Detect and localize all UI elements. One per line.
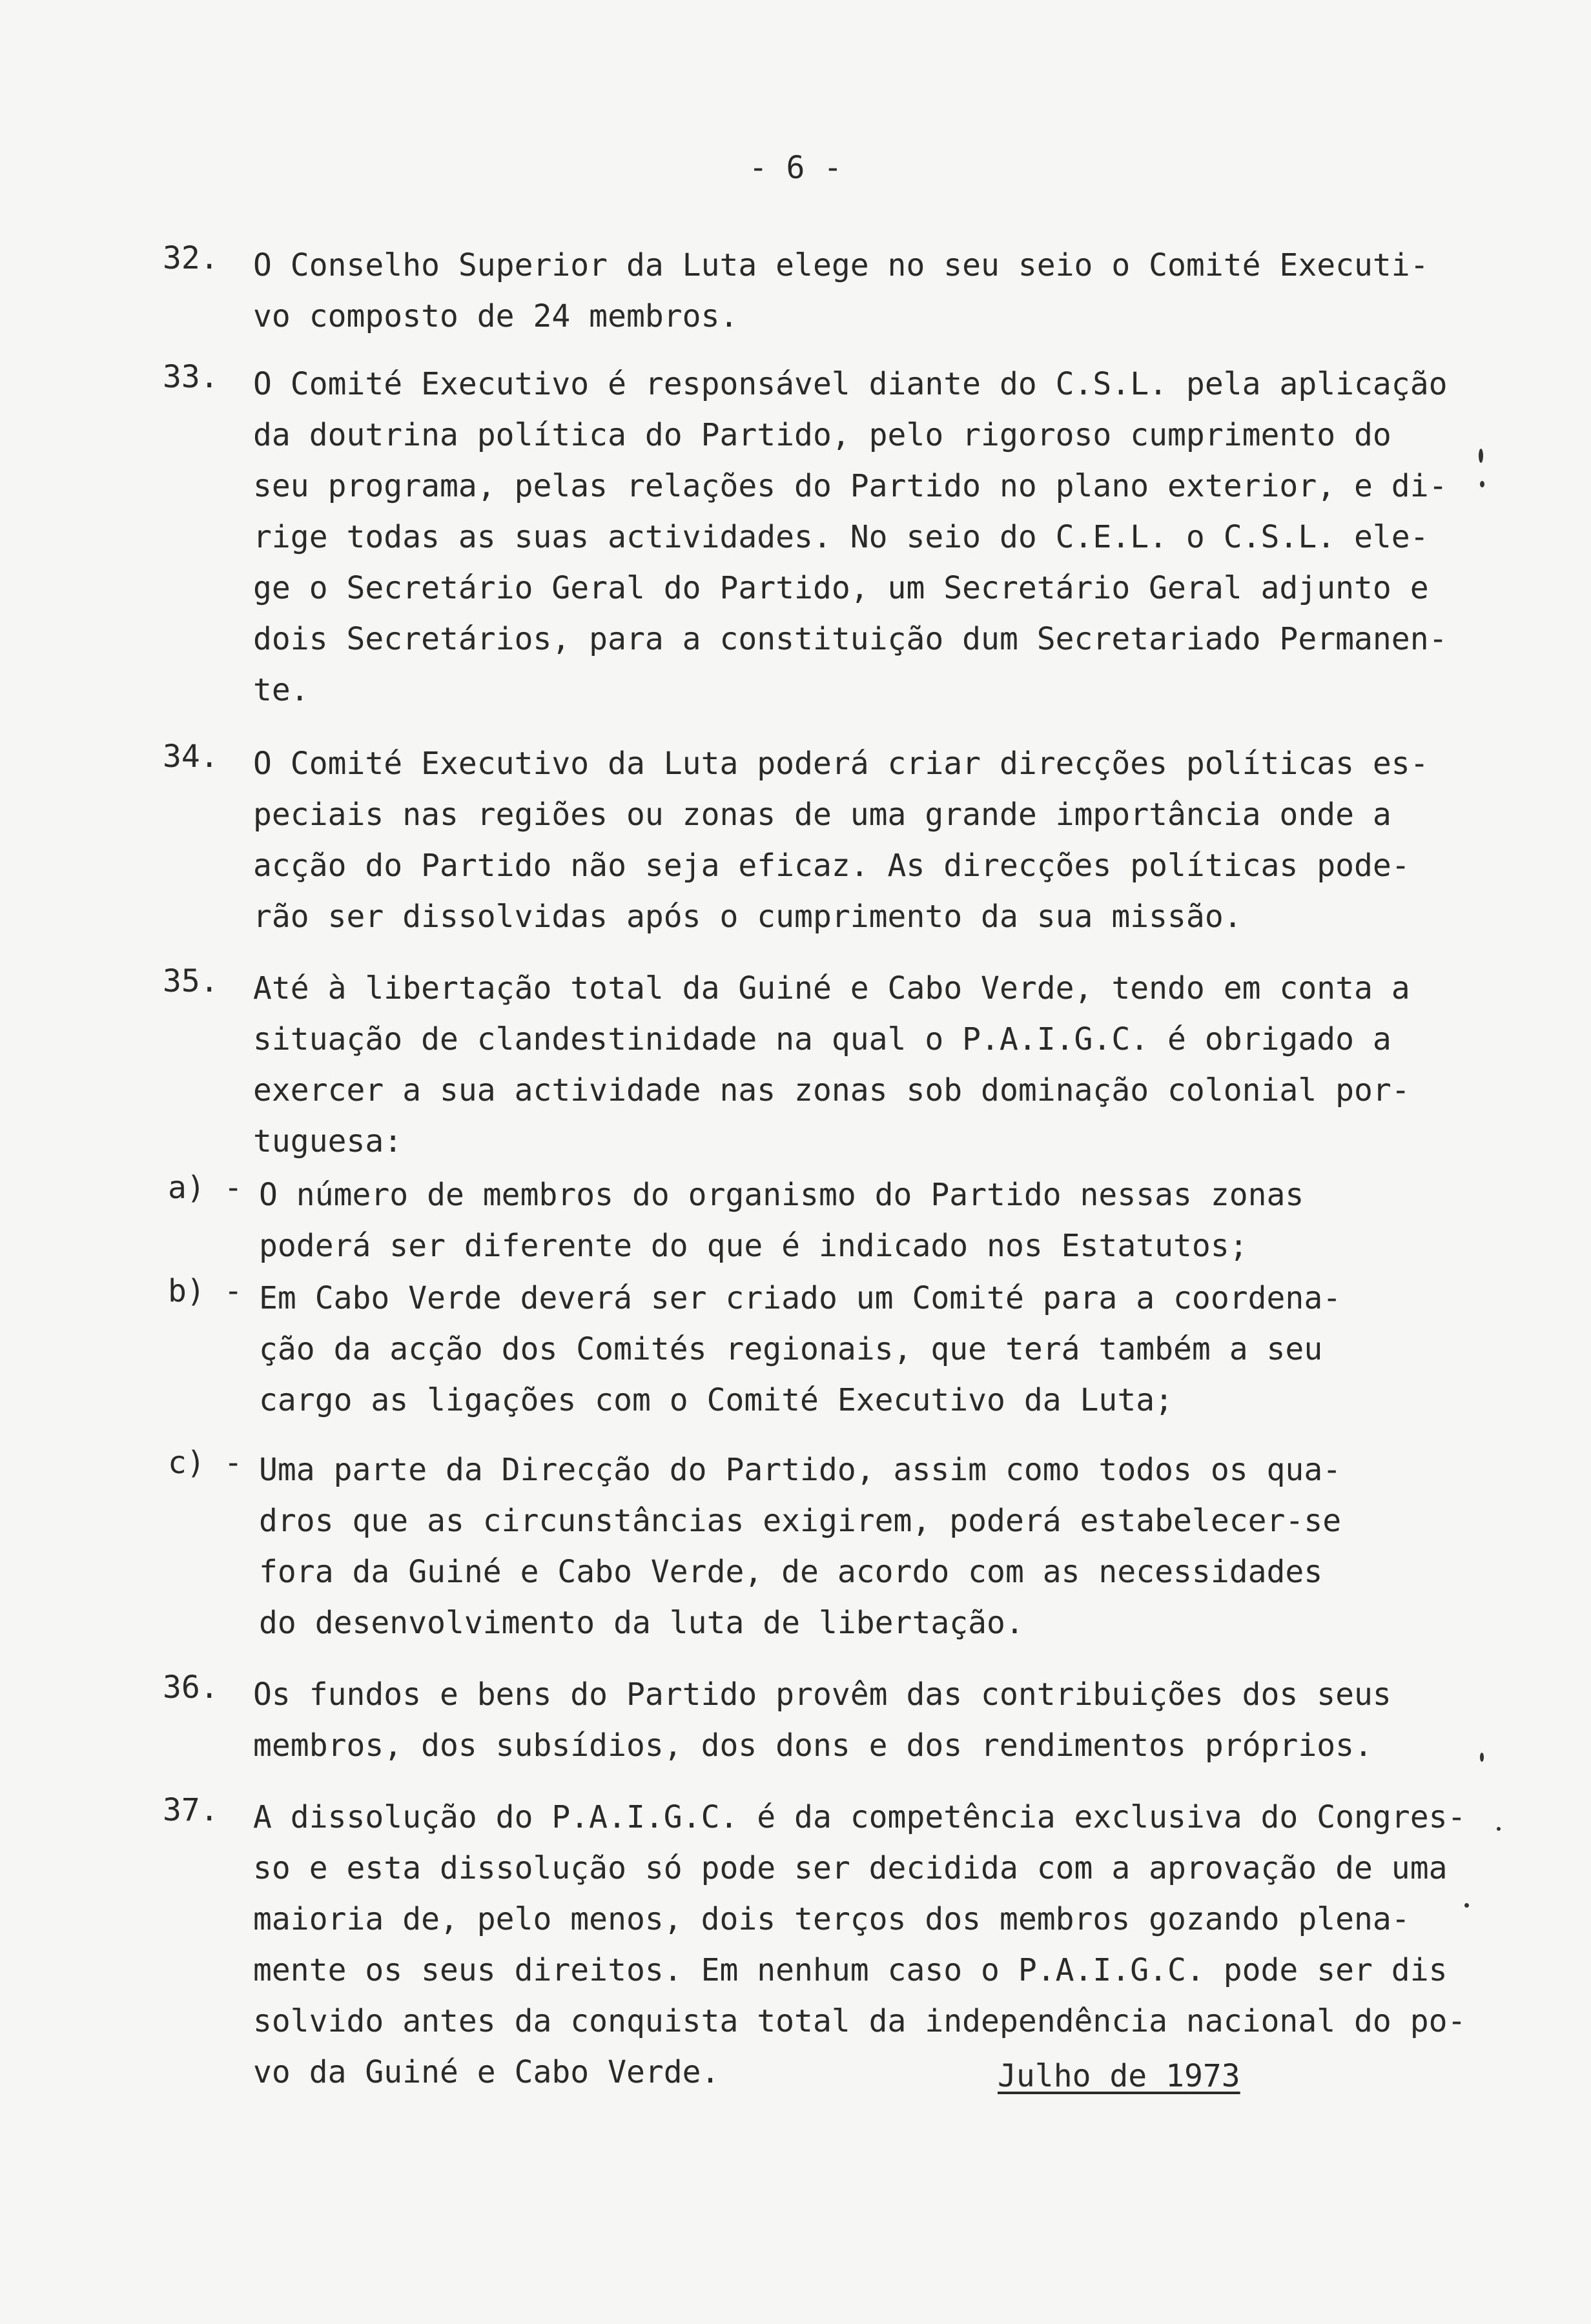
article-number: 36. — [163, 1669, 219, 1706]
article-36 — [163, 1669, 1422, 1771]
subitem-text: Em Cabo Verde deverá ser criado um Comité para a coordena- ção da acção dos Comités regionais, que terá também a seu cargo as ligações com o Comité Executivo da Luta; — [259, 1280, 1342, 1418]
article-number: 35. — [163, 963, 219, 999]
scan-speck — [1479, 449, 1483, 463]
article-text: A dissolução do P.A.I.G.C. é da competência exclusiva do Congres- so e esta dissolução só pode ser decidida com a aprovação de uma maioria de, pelo menos, dois terços dos membros gozando plena- mente os seus direitos. Em nenhum caso o P.A.I.G.C. pode ser dis solvido antes da conquista total da independência nacional do po- vo da Guiné e Cabo Verde. — [253, 1799, 1466, 2090]
article-35 — [163, 963, 1422, 1167]
subitem-a — [168, 1170, 1304, 1272]
subitem-b — [168, 1273, 1342, 1426]
article-34 — [163, 739, 1429, 943]
article-32 — [163, 240, 1429, 342]
article-text: O Conselho Superior da Luta elege no seu seio o Comité Executi- vo composto de 24 membros. — [253, 247, 1429, 334]
article-number: 34. — [163, 739, 219, 775]
article-text: Os fundos e bens do Partido provêm das contribuições dos seus membros, dos subsídios, dos dons e dos rendimentos próprios. — [253, 1677, 1391, 1764]
subitem-c — [168, 1445, 1342, 1649]
article-number: 33. — [163, 359, 219, 395]
article-text: O Comité Executivo da Luta poderá criar direcções políticas es- peciais nas regiões ou zonas de uma grande importância onde a acção do Partido não seja eficaz. As direcções políticas pode- rão ser dissolvidas após o cumprimento da sua missão. — [253, 746, 1429, 935]
subitem-marker: b) - — [168, 1273, 243, 1309]
document-date: Julho de 1973 — [998, 2058, 1240, 2094]
article-text: O Comité Executivo é responsável diante do C.S.L. pela aplicação da doutrina política do Partido, pelo rigoroso cumprimento do seu programa, pelas relações do Partido no plano exterior, e di- rige todas as suas actividades. No seio do C.E.L. o C.S.L. ele- ge o Secretário Geral do Partido, um Secretário Geral adjunto e dois Secretários, para a constituição dum Secretariado Permanen- te. — [253, 366, 1448, 708]
subitem-marker: a) - — [168, 1170, 243, 1206]
scan-speck — [1480, 481, 1484, 487]
scan-speck — [1464, 1903, 1469, 1908]
article-number: 37. — [163, 1792, 219, 1828]
article-33 — [163, 359, 1448, 716]
subitem-marker: c) - — [168, 1445, 243, 1481]
page-number: - 6 - — [748, 150, 843, 186]
article-number: 32. — [163, 240, 219, 276]
subitem-text: O número de membros do organismo do Partido nessas zonas poderá ser diferente do que é indicado nos Estatutos; — [259, 1177, 1304, 1264]
article-37 — [163, 1792, 1466, 2098]
scan-speck — [1480, 1753, 1484, 1762]
subitem-text: Uma parte da Direcção do Partido, assim como todos os qua- dros que as circunstâncias exigirem, poderá estabelecer-se fora da Guiné e Cabo Verde, de acordo com as necessidades do desenvolvimento da luta de libertação. — [259, 1452, 1342, 1641]
scan-speck — [1497, 1827, 1501, 1831]
article-text: Até à libertação total da Guiné e Cabo Verde, tendo em conta a situação de clandestinidade na qual o P.A.I.G.C. é obrigado a exercer a sua actividade nas zonas sob dominação colonial por- tuguesa: — [253, 970, 1410, 1159]
